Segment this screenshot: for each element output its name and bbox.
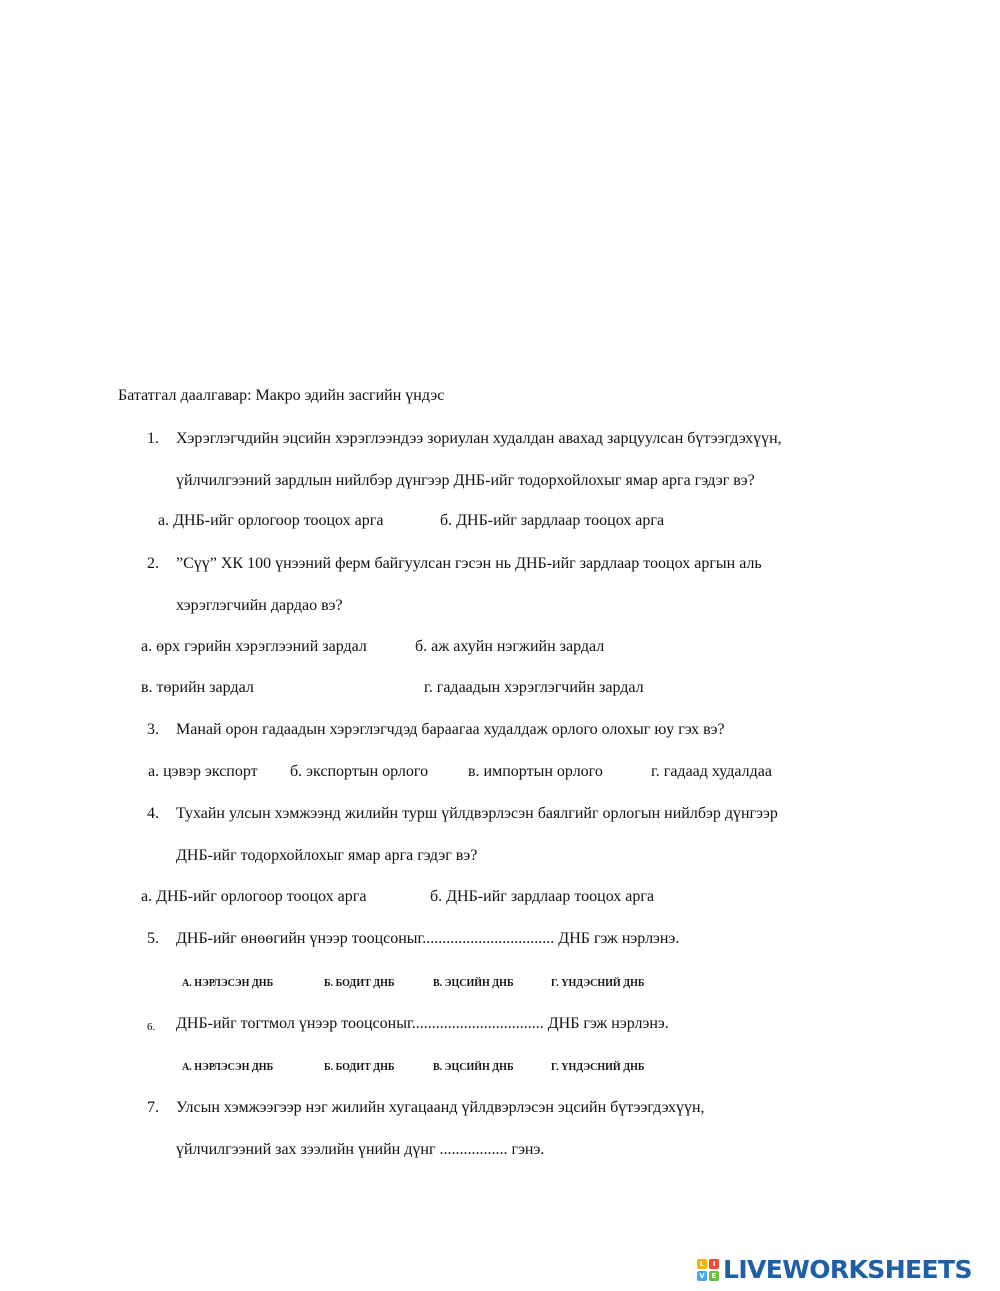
question-1-text-line1: Хэрэглэгчдийн эцсийн хэрэглээндээ зориулан худалдан авахад зарцуулсан бүтээгдэхүүн, <box>176 430 782 447</box>
question-1-number: 1. <box>147 430 159 447</box>
question-4-text-line1: Тухайн улсын хэмжээнд жилийн турш үйлдвэрлэсэн баялгийг орлогын нийлбэр дүнгээр <box>176 805 778 822</box>
question-4-option-b[interactable]: б. ДНБ-ийг зардлаар тооцох арга <box>430 888 655 905</box>
logo-square-e: E <box>709 1271 719 1281</box>
question-3-text-line1: Манай орон гадаадын хэрэглэгчдэд бараагаа худалдаж орлого олохыг юу гэх вэ? <box>176 721 725 738</box>
question-4-text-line2: ДНБ-ийг тодорхойлохыг ямар арга гэдэг вэ? <box>176 847 478 864</box>
question-3-option-a[interactable]: а. цэвэр экспорт <box>148 763 258 780</box>
question-5-option-b[interactable]: Б. БОДИТ ДНБ <box>324 978 395 989</box>
question-2-option-b[interactable]: б. аж ахуйн нэгжийн зардал <box>415 638 605 655</box>
question-3-number: 3. <box>147 721 159 738</box>
question-6-option-d[interactable]: Г. ҮНДЭСНИЙ ДНБ <box>551 1062 645 1073</box>
question-5-option-d[interactable]: Г. ҮНДЭСНИЙ ДНБ <box>551 978 645 989</box>
liveworksheets-logo[interactable] <box>697 1255 972 1285</box>
question-6-option-a[interactable]: А. НЭРЛЭСЭН ДНБ <box>182 1062 274 1073</box>
question-6-text-line1: ДНБ-ийг тогтмол үнээр тооцсоныг................................. ДНБ гэж нэрлэнэ. <box>176 1015 669 1032</box>
question-7-number: 7. <box>147 1099 159 1116</box>
logo-square-i: I <box>709 1259 719 1269</box>
logo-square-l: L <box>697 1259 707 1269</box>
question-5-option-c[interactable]: В. ЭЦСИЙН ДНБ <box>433 978 514 989</box>
question-2-number: 2. <box>147 555 159 572</box>
question-2-option-a[interactable]: а. өрх гэрийн хэрэглээний зардал <box>141 638 367 655</box>
question-1-text-line2: үйлчилгээний зардлын нийлбэр дүнгээр ДНБ-ийг тодорхойлохыг ямар арга гэдэг вэ? <box>176 472 755 489</box>
question-2-option-d[interactable]: г. гадаадын хэрэглэгчийн зардал <box>424 679 644 696</box>
question-1-option-a[interactable]: а. ДНБ-ийг орлогоор тооцох арга <box>158 512 384 529</box>
question-4-option-a[interactable]: а. ДНБ-ийг орлогоор тооцох арга <box>141 888 367 905</box>
question-5-number: 5. <box>147 930 159 947</box>
question-2-text-line2: хэрэглэгчийн дардао вэ? <box>176 597 343 614</box>
logo-text: LIVEWORKSHEETS <box>723 1255 972 1284</box>
question-4-number: 4. <box>147 805 159 822</box>
question-6-number: 6. <box>147 1021 156 1033</box>
question-6-option-c[interactable]: В. ЭЦСИЙН ДНБ <box>433 1062 514 1073</box>
question-3-option-c[interactable]: в. импортын орлого <box>468 763 603 780</box>
question-1-option-b[interactable]: б. ДНБ-ийг зардлаар тооцох арга <box>440 512 665 529</box>
question-6-option-b[interactable]: Б. БОДИТ ДНБ <box>324 1062 395 1073</box>
logo-square-v: V <box>697 1271 707 1281</box>
question-2-option-c[interactable]: в. төрийн зардал <box>141 679 254 696</box>
question-7-text-line1: Улсын хэмжээгээр нэг жилийн хугацаанд үйлдвэрлэсэн эцсийн бүтээгдэхүүн, <box>176 1099 705 1116</box>
question-3-option-b[interactable]: б. экспортын орлого <box>290 763 429 780</box>
worksheet-title: Бататгал даалгавар: Макро эдийн засгийн үндэс <box>118 387 445 404</box>
logo-squares-icon <box>697 1259 719 1281</box>
question-3-option-d[interactable]: г. гадаад худалдаа <box>651 763 772 780</box>
question-5-text-line1: ДНБ-ийг өнөөгийн үнээр тооцсоныг................................. ДНБ гэж нэрлэнэ. <box>176 930 680 947</box>
question-5-option-a[interactable]: А. НЭРЛЭСЭН ДНБ <box>182 978 274 989</box>
question-7-text-line2: үйлчилгээний зах зээлийн үнийн дүнг ................. гэнэ. <box>176 1141 545 1158</box>
question-2-text-line1: ”Сүү” ХК 100 үнээний ферм байгуулсан гэсэн нь ДНБ-ийг зардлаар тооцох аргын аль <box>176 555 762 572</box>
